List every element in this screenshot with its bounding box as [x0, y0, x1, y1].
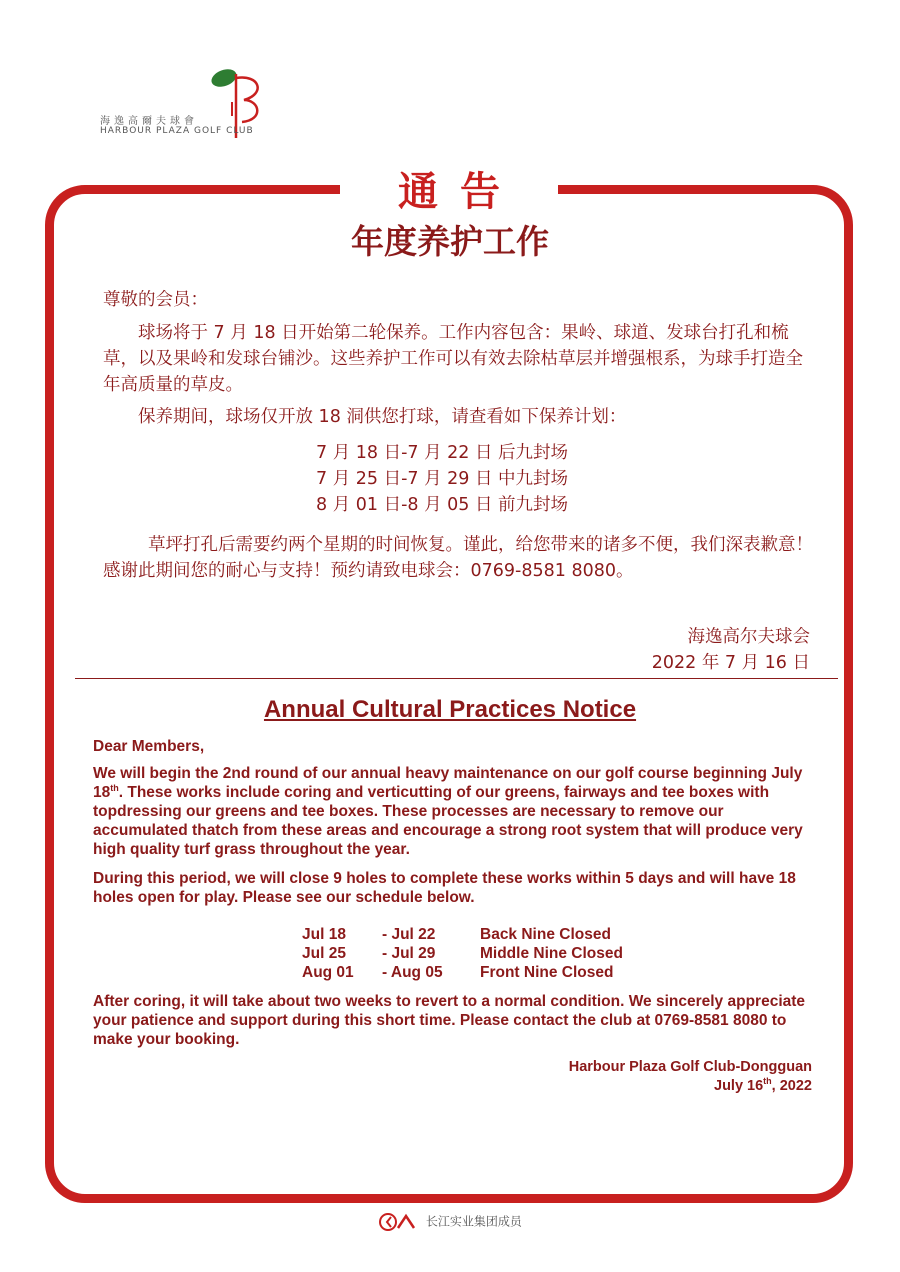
salutation-cn: 尊敬的会员：: [103, 290, 208, 310]
section-divider: [75, 678, 838, 679]
schedule-row-en: Jul 18 - Jul 22 Back Nine Closed: [302, 926, 611, 943]
schedule-row-cn: 7 月 25 日-7 月 29 日 中九封场: [316, 469, 569, 489]
signature-en: Harbour Plaza Golf Club-Dongguan: [568, 1059, 812, 1075]
notice-subtitle-cn: 年度养护工作: [351, 222, 549, 261]
schedule-row-cn: 8 月 01 日-8 月 05 日 前九封场: [316, 495, 569, 515]
signature-cn: 海逸高尔夫球会: [687, 627, 810, 647]
footer-text: 长江实业集团成员: [425, 1214, 522, 1229]
paragraph-2-en: During this period, we will close 9 holes to complete these works within 5 days and will have 18 holes open for play. Please see our schedule below.: [93, 870, 796, 906]
paragraph-2-cn: 保养期间，球场仅开放 18 洞供您打球，请查看如下保养计划：: [138, 407, 627, 427]
date-en: July 16th, 2022: [714, 1076, 812, 1094]
notice-title-en: Annual Cultural Practices Notice: [263, 696, 637, 723]
ck-group-logo-icon: [378, 1212, 418, 1232]
schedule-row-en: Jul 25 - Jul 29 Middle Nine Closed: [302, 945, 623, 962]
salutation-en: Dear Members,: [93, 738, 205, 755]
footer: [0, 1212, 900, 1232]
club-name-cn: 海逸高爾夫球會: [100, 116, 198, 127]
schedule-table-en: [302, 925, 662, 982]
notice-title-cn: 通告: [398, 168, 522, 215]
paragraph-3-en: After coring, it will take about two weeks to revert to a normal condition. We sincerely appreciate your patience and support during this short time. Please contact the club at 0769-8581 8080 to make your booking.: [93, 993, 806, 1048]
paragraph-1-cn: 球场将于 7 月 18 日开始第二轮保养。工作内容包含：果岭、球道、发球台打孔和梳草，以及果岭和发球台铺沙。这些养护工作可以有效去除枯草层并增强根系，为球手打造全年高质量的草皮。: [103, 323, 803, 395]
schedule-row-cn: 7 月 18 日-7 月 22 日 后九封场: [316, 443, 569, 463]
paragraph-1-en: We will begin the 2nd round of our annual heavy maintenance on our golf course beginning July 18th. These works include coring and verticutting of our greens, fairways and tee boxes with topdressing our greens and tee boxes. These processes are necessary to remove our accumulated thatch from these areas and encourage a strong root system that will produce very high quality turf grass throughout the year.: [93, 765, 803, 858]
paragraph-3-cn: 草坪打孔后需要约两个星期的时间恢复。谨此，给您带来的诸多不便，我们深表歉意！感谢此期间您的耐心与支持！预约请致电球会：0769-8581 8080。: [103, 535, 813, 581]
date-cn: 2022 年 7 月 16 日: [651, 653, 810, 673]
club-logo: [100, 68, 280, 140]
schedule-row-en: Aug 01 - Aug 05 Front Nine Closed: [302, 964, 614, 981]
club-name-en: HARBOUR PLAZA GOLF CLUB: [100, 126, 254, 136]
